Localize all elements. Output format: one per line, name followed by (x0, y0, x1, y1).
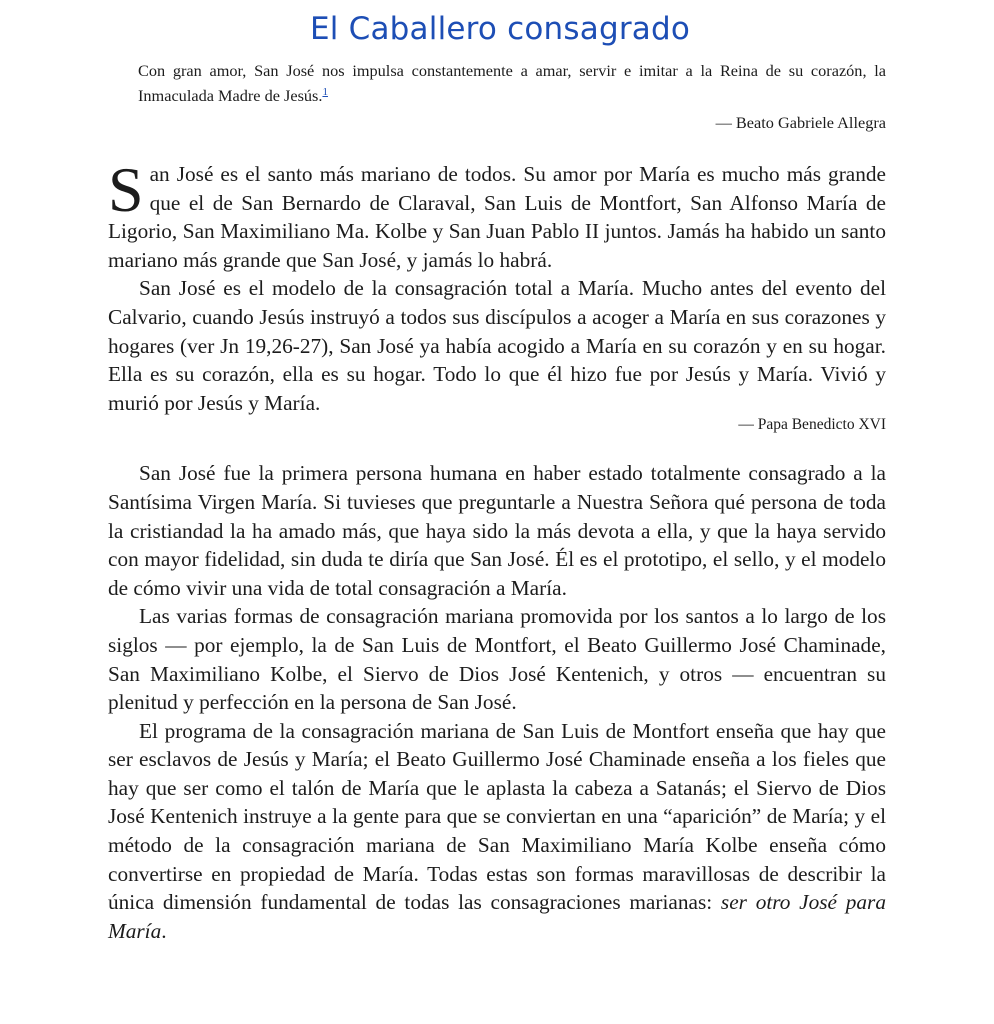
epigraph (138, 59, 886, 134)
paragraph-3: San José fue la primera persona humana en haber estado totalmente consagrado a la Santísima Virgen María. Si tuvieses que preguntarle a Nuestra Señora qué persona de toda la cristiandad la ha amado más, que haya sido la más devota a ella, y que la haya servido con mayor fidelidad, sin duda te diría que San José. Él es el prototipo, el sello, y el modelo de cómo vivir una vida de total consagración a María. (108, 461, 886, 600)
footnote-reference-link[interactable]: 1 (322, 85, 328, 98)
paragraph-1 (108, 154, 886, 274)
paragraph-5-end: . (161, 918, 167, 943)
paragraph-2-quote: San José es el modelo de la consagración total a María. Mucho antes del evento del Calvario, cuando Jesús instruyó a todos sus discípulos a acoger a María en sus corazones y hogares (ver Jn 19,26-27), San José ya había acogido a María en su corazón y en su hogar. Ella es su corazón, ella es su hogar. Todo lo que él hizo fue por Jesús y María. Vivió y murió por Jesús y María. (108, 276, 886, 415)
document-page (108, 0, 886, 945)
drop-cap: S (108, 154, 144, 225)
chapter-title: El Caballero consagrado (309, 11, 691, 47)
epigraph-quote: Con gran amor, San José nos impulsa constantemente a amar, servir e imitar a la Reina de su corazón, la Inmaculada Madre de Jesús. (138, 61, 886, 105)
chapter-body (108, 154, 886, 945)
paragraph-5-text: El programa de la consagración mariana de San Luis de Montfort enseña que hay que ser esclavos de Jesús y María; el Beato Guillermo José Chaminade enseña a los fieles que hay que ser como el talón de María que le aplasta la cabeza a Satanás; el Siervo de Dios José Kentenich instruye a la gente para que se conviertan en una “aparición” de María; y el método de la consagración mariana de San Maximiliano María Kolbe enseña cómo convertirse en propiedad de María. Todas estas son formas maravillosas de describir la única dimensión fundamental de todas las consagraciones marianas: (108, 718, 886, 915)
paragraph-1-text: an José es el santo más mariano de todos. Su amor por María es mucho más grande que el de San Bernardo de Claraval, San Luis de Montfort, San Alfonso María de Ligorio, San Maximiliano Ma. Kolbe y San Juan Pablo II juntos. Jamás ha habido un santo mariano más grande que San José, y jamás lo habrá. (108, 162, 886, 272)
paragraph-5-emphasis: ser otro José para María (108, 890, 886, 943)
epigraph-attribution: — Beato Gabriele Allegra (715, 113, 886, 132)
quote-attribution: — Papa Benedicto XVI (738, 416, 886, 434)
epigraph-text (138, 59, 886, 108)
paragraph-5 (108, 717, 886, 946)
section-gap (108, 437, 886, 459)
paragraph-4: Las varias formas de consagración mariana promovida por los santos a lo largo de los siglos — por ejemplo, la de San Luis de Montfort, el Beato Guillermo José Chaminade, San Maximiliano Kolbe, el Siervo de Dios José Kentenich, y otros — encuentran su plenitud y perfección en la persona de San José. (108, 604, 886, 715)
